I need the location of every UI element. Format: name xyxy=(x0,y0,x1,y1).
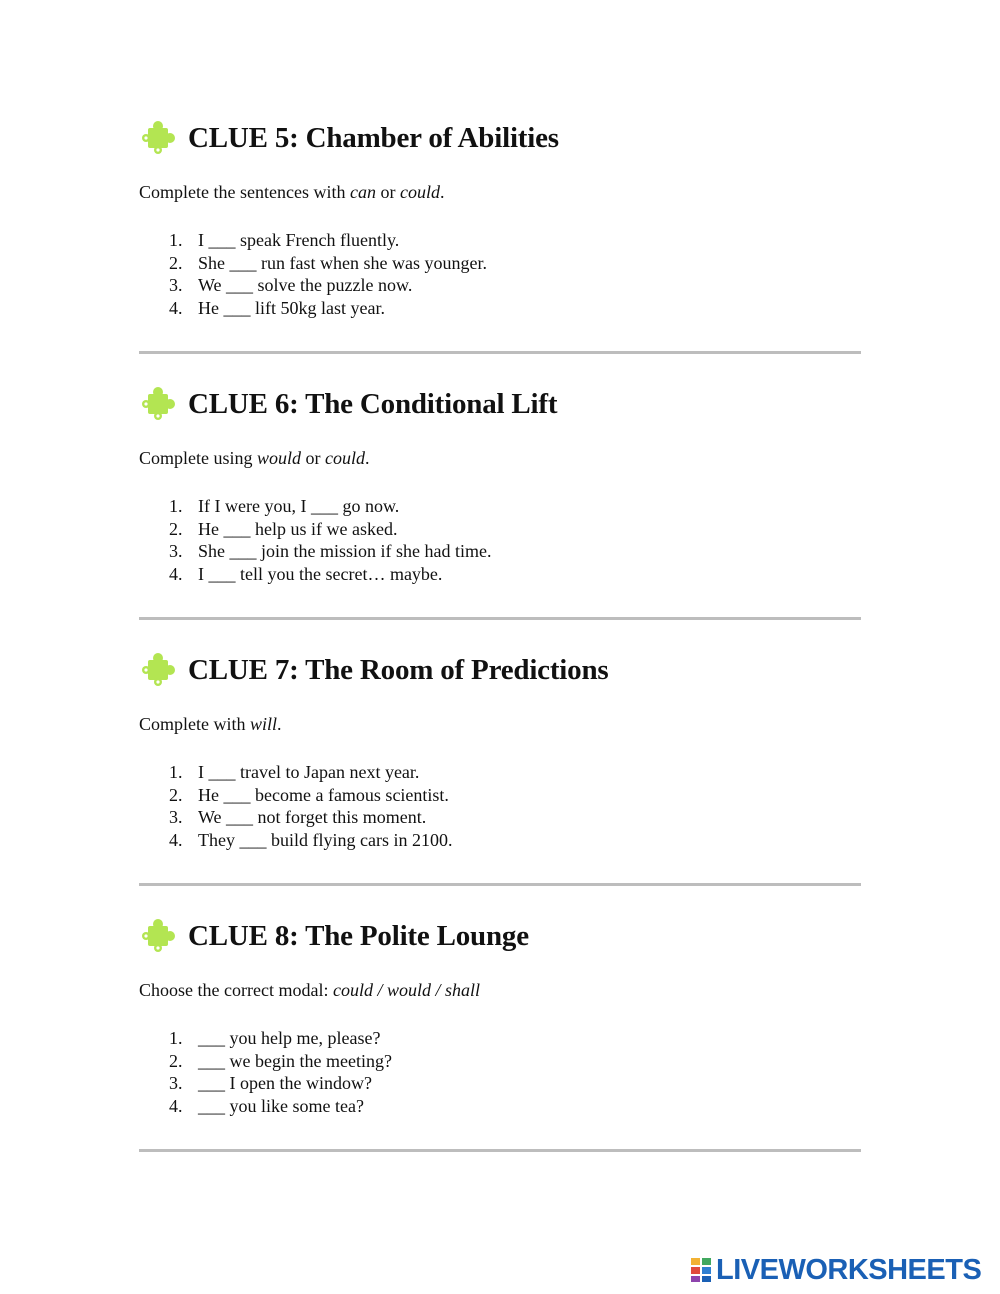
clue-heading xyxy=(139,650,608,690)
instruction-part: Complete with xyxy=(139,714,250,734)
section-divider xyxy=(139,617,861,620)
item-number: 1. xyxy=(169,496,183,516)
liveworksheets-brand xyxy=(690,1255,981,1285)
item-number: 3. xyxy=(169,275,183,295)
item-text: I ___ tell you the secret… maybe. xyxy=(198,563,443,584)
item-number: 2. xyxy=(169,518,183,539)
item-text: I ___ speak French fluently. xyxy=(198,230,400,250)
clue-instruction xyxy=(139,448,370,469)
instruction-part: would xyxy=(257,448,302,468)
section-divider xyxy=(139,351,861,354)
instruction-part: or xyxy=(301,448,326,468)
clue-instruction xyxy=(139,182,444,203)
item-text: I ___ travel to Japan next year. xyxy=(198,762,420,782)
brand-name: LIVEWORKSHEETS xyxy=(716,1253,982,1286)
item-number: 1. xyxy=(169,1028,183,1048)
puzzle-piece-icon xyxy=(141,387,175,421)
instruction-part: . xyxy=(439,182,445,202)
item-text: ___ we begin the meeting? xyxy=(198,1050,392,1071)
clue-title: CLUE 6: The Conditional Lift xyxy=(188,387,558,420)
item-text: We ___ not forget this moment. xyxy=(198,807,427,827)
instruction-part: could / would / shall xyxy=(332,980,480,1000)
clue-heading xyxy=(139,384,557,424)
clue-title: CLUE 7: The Room of Predictions xyxy=(188,653,609,686)
instruction-part: or xyxy=(375,182,400,202)
item-text: They ___ build flying cars in 2100. xyxy=(198,829,453,850)
item-text: ___ you like some tea? xyxy=(198,1095,364,1116)
section-divider xyxy=(139,1149,861,1152)
item-number: 3. xyxy=(169,541,183,561)
puzzle-piece-icon xyxy=(141,653,175,687)
item-text: ___ you help me, please? xyxy=(198,1028,381,1048)
item-number: 4. xyxy=(169,829,183,850)
item-number: 4. xyxy=(169,1095,183,1116)
item-number: 4. xyxy=(169,563,183,584)
item-number: 2. xyxy=(169,1050,183,1071)
instruction-part: can xyxy=(349,182,376,202)
item-text: We ___ solve the puzzle now. xyxy=(198,275,413,295)
instruction-part: Complete the sentences with xyxy=(139,182,350,202)
item-text: He ___ lift 50kg last year. xyxy=(198,297,385,318)
item-number: 4. xyxy=(169,297,183,318)
item-text: If I were you, I ___ go now. xyxy=(198,496,400,516)
item-text: ___ I open the window? xyxy=(198,1073,372,1093)
item-text: She ___ run fast when she was younger. xyxy=(198,252,487,273)
puzzle-piece-icon xyxy=(141,121,175,155)
instruction-part: . xyxy=(365,448,370,468)
section-divider xyxy=(139,883,861,886)
item-number: 2. xyxy=(169,252,183,273)
clue-heading xyxy=(139,118,559,158)
instruction-part: Choose the correct modal: xyxy=(139,980,333,1000)
clue-instruction xyxy=(139,980,480,1001)
clue-title: CLUE 5: Chamber of Abilities xyxy=(188,121,559,154)
clue-title: CLUE 8: The Polite Lounge xyxy=(188,919,529,952)
puzzle-piece-icon xyxy=(141,919,175,953)
clue-instruction xyxy=(139,714,282,735)
instruction-part: will xyxy=(250,714,278,734)
item-number: 2. xyxy=(169,784,183,805)
instruction-part: Complete using xyxy=(139,448,257,468)
instruction-part: . xyxy=(277,714,282,734)
clue-heading xyxy=(139,916,529,956)
item-number: 3. xyxy=(169,807,183,827)
item-number: 1. xyxy=(169,230,183,250)
item-text: He ___ become a famous scientist. xyxy=(198,784,449,805)
instruction-part: could xyxy=(325,448,366,468)
item-text: She ___ join the mission if she had time. xyxy=(198,541,492,561)
item-text: He ___ help us if we asked. xyxy=(198,518,398,539)
liveworksheets-logo-icon xyxy=(690,1257,714,1283)
item-number: 1. xyxy=(169,762,183,782)
instruction-part: could xyxy=(399,182,440,202)
item-number: 3. xyxy=(169,1073,183,1093)
